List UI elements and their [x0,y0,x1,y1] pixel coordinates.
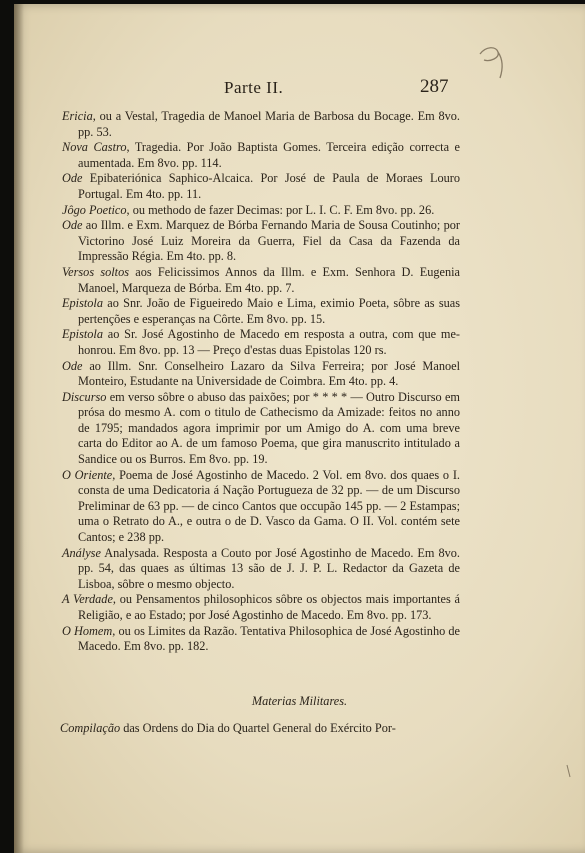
entry-text: aos Felicissimos Annos da Illm. e Exm. Senhora D. Eugenia Manoel, Marqueza de Bórba. Em 4to. pp. 7. [78,264,460,295]
gutter-shadow [14,4,24,853]
entry-title: Compilação [60,721,121,735]
entry-title: O Homem [62,623,113,638]
entry-text: ao Snr. João de Figueiredo Maio e Lima, eximio Poeta, sôbre as suas pertenções e esperanças na Côrte. Em 8vo. pp. 15. [78,296,460,326]
entry-text: em verso sôbre o abuso das paixões; por * * * * — Outro Discurso em prósa do mesmo A. com o titulo de Cathecismo da Amizade: feitos no anno de 1795; mandados agora imprimir por um Amigo do A. com uma breve carta do Editor ao A. de um famoso Poema, que gira manuscrito intitulado a Sandice ou os Burros. Em 8vo. pp. 19. [78,389,460,467]
entry-title: Ode [62,171,83,186]
entry-text: , ou Pensamentos philosophicos sôbre os objectos mais importantes á Religião, e ao Estado; por José Agostinho de Macedo. Em 8vo. pp. 173. [78,592,461,622]
entry-title: Nova Castro [62,140,127,155]
book-page [14,4,585,853]
catalog-entry [62,390,460,468]
catalog-entry [62,203,460,219]
catalog-entry [62,296,460,327]
catalog-entry [60,721,460,737]
entry-text: , ou a Vestal, Tragedia de Manoel Maria de Barbosa du Bocage. Em 8vo. pp. 53. [78,109,460,139]
catalog-entry [62,265,460,296]
entry-title: O Oriente [62,467,113,482]
catalog-entry [62,624,460,655]
entry-title: Ode [62,358,83,373]
catalog-entry [62,171,460,202]
catalog-entry [62,468,460,546]
catalog-entry [62,109,460,140]
page-header [14,78,585,100]
section-heading: Materias Militares. [251,694,348,708]
catalog-entry [62,218,460,265]
entry-title: Epistola [62,296,103,311]
margin-tick-icon [566,764,572,778]
entry-text: das Ordens do Dia do Quartel General do Exército Por- [120,721,396,735]
entry-text: ao Illm. e Exm. Marquez de Bórba Fernando Maria de Sousa Coutinho; por Victorino José Luiz Moreira da Guerra, Fiel da Casa da Fazenda da Impressão Régia. Em 4to. pp. 8. [78,218,460,264]
catalog-entries [62,109,460,655]
catalog-entry [62,546,460,593]
entry-title: Ericia [62,109,93,123]
entry-text: Epibateriónica Saphico-Alcaica. Por José de Paula de Moraes Louro Portugal. Em 4to. pp. 11. [78,171,460,201]
entry-text: ao Illm. Snr. Conselheiro Lazaro da Silva Ferreira; por José Manoel Monteiro, Estudante na Universidade de Coimbra. Em 4to. pp. 4. [78,358,460,389]
catalog-entry [62,592,460,623]
handwritten-mark-icon [476,44,510,80]
entry-text: , Tragedia. Por João Baptista Gomes. Terceira edição correcta e aumentada. Em 8vo. pp. 114. [78,140,460,170]
entry-title: Epistola [62,327,103,342]
entry-text: , ou methodo de fazer Decimas: por L. I. C. F. Em 8vo. pp. 26. [126,202,435,217]
entry-title: A Verdade [62,592,113,607]
catalog-entry [62,327,460,358]
entry-text: , Poema de José Agostinho de Macedo. 2 Vol. em 8vo. dos quaes o I. consta de uma Dedicatoria á Nação Portugueza de 32 pp. — de um Discurso Preliminar de 63 pp. — de cinco Cantos que occupão 145 pp. — 2 Estampas; uma o Retrato do A., e outra o de D. Vasco da Gama. O II. Vol. contém sete Cantos; e 238 pp. [78,467,460,545]
entry-text: Analysada. Resposta a Couto por José Agostinho de Macedo. Em 8vo. pp. 54, das quaes as últimas 13 são de J. J. P. L. Redactor da Gazeta de Lisboa, sôbre o mesmo objecto. [78,545,460,591]
page-number: 287 [420,76,449,97]
entry-title: Discurso [62,389,107,404]
entry-title: Jôgo Poetico [62,202,127,217]
catalog-entry [62,140,460,171]
entry-title: Anályse [62,545,101,560]
entry-title: Versos soltos [62,264,130,279]
entry-text: ao Sr. José Agostinho de Macedo em resposta a outra, com que me-honrou. Em 8vo. pp. 13 — Preço d'estas duas Epistolas 120 rs. [78,327,460,357]
running-title: Parte II. [224,78,284,97]
entry-text: , ou os Limites da Razão. Tentativa Philosophica de José Agostinho de Macedo. Em 8vo. pp. 182. [78,623,460,654]
catalog-entry [62,359,460,390]
entry-title: Ode [62,218,83,233]
